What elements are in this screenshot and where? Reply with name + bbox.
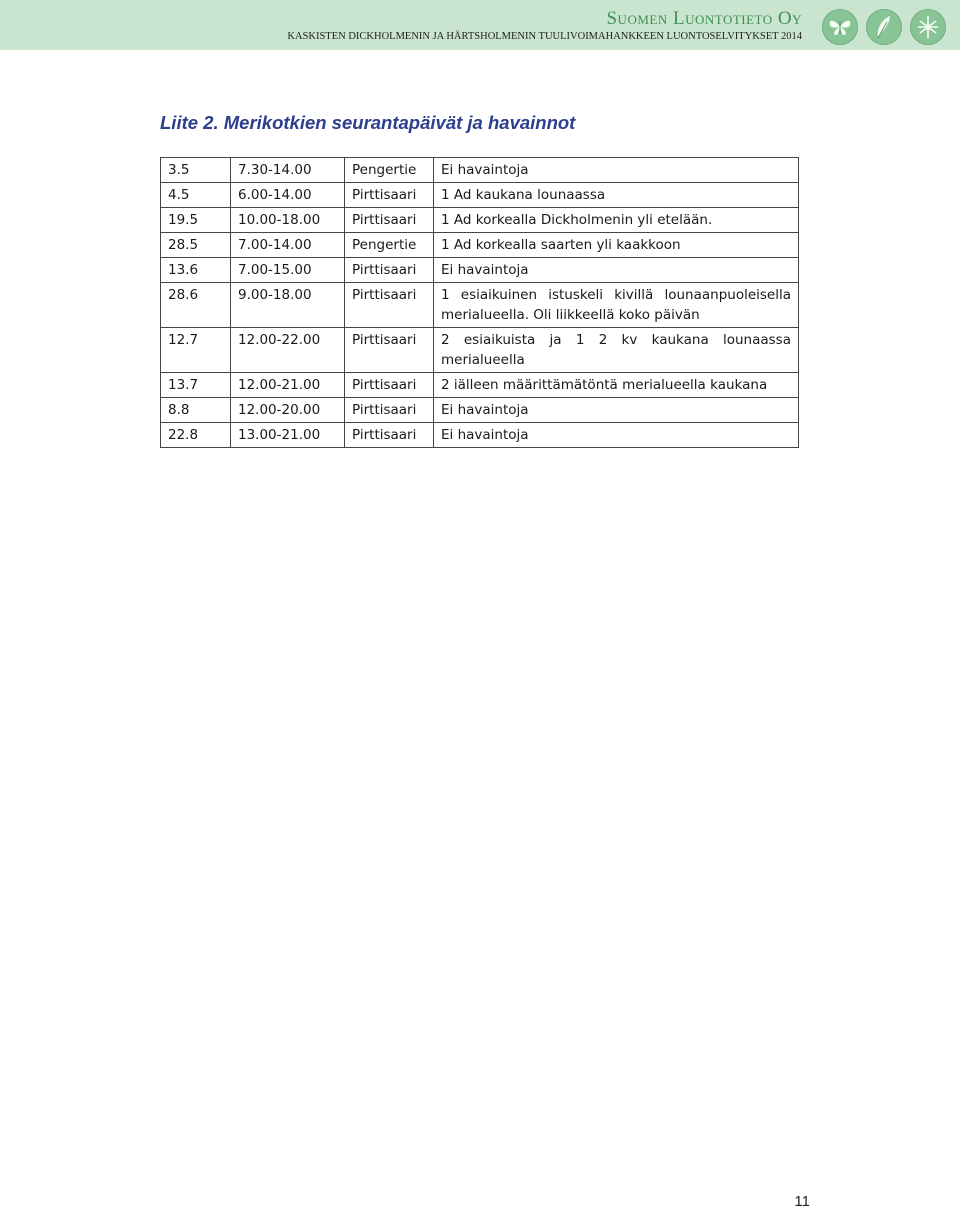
- table-row: [161, 208, 799, 233]
- time-cell: 7.00-14.00: [231, 233, 345, 258]
- location-cell: Pirttisaari: [345, 373, 434, 398]
- table-row: [161, 158, 799, 183]
- plant-icon: [910, 9, 946, 45]
- observation-cell: 2 esiaikuista ja 1 2 kv kaukana lounaassa merialueella: [434, 328, 799, 373]
- butterfly-icon: [822, 9, 858, 45]
- date-cell: 19.5: [161, 208, 231, 233]
- time-cell: 7.30-14.00: [231, 158, 345, 183]
- header-band: [0, 0, 960, 50]
- date-cell: 22.8: [161, 423, 231, 448]
- date-cell: 28.6: [161, 283, 231, 328]
- table-row: [161, 183, 799, 208]
- location-cell: Pengertie: [345, 158, 434, 183]
- time-cell: 13.00-21.00: [231, 423, 345, 448]
- location-cell: Pirttisaari: [345, 423, 434, 448]
- observation-table: [160, 157, 799, 448]
- observation-cell: 1 Ad korkealla Dickholmenin yli etelään.: [434, 208, 799, 233]
- date-cell: 13.7: [161, 373, 231, 398]
- date-cell: 4.5: [161, 183, 231, 208]
- location-cell: Pirttisaari: [345, 183, 434, 208]
- table-row: [161, 258, 799, 283]
- observation-cell: Ei havaintoja: [434, 158, 799, 183]
- feather-icon: [866, 9, 902, 45]
- report-title: KASKISTEN DICKHOLMENIN JA HÄRTSHOLMENIN TUULIVOIMAHANKKEEN LUONTOSELVITYKSET 2014: [287, 31, 802, 42]
- location-cell: Pirttisaari: [345, 208, 434, 233]
- location-cell: Pengertie: [345, 233, 434, 258]
- date-cell: 8.8: [161, 398, 231, 423]
- page-number: 11: [794, 1193, 810, 1210]
- observation-cell: 1 Ad korkealla saarten yli kaakkoon: [434, 233, 799, 258]
- time-cell: 10.00-18.00: [231, 208, 345, 233]
- location-cell: Pirttisaari: [345, 258, 434, 283]
- table-row: [161, 373, 799, 398]
- location-cell: Pirttisaari: [345, 283, 434, 328]
- time-cell: 9.00-18.00: [231, 283, 345, 328]
- date-cell: 13.6: [161, 258, 231, 283]
- table-row: [161, 283, 799, 328]
- observation-cell: Ei havaintoja: [434, 423, 799, 448]
- date-cell: 28.5: [161, 233, 231, 258]
- observation-cell: 1 esiaikuinen istuskeli kivillä lounaanpuoleisella merialueella. Oli liikkeellä koko päivän: [434, 283, 799, 328]
- observation-cell: Ei havaintoja: [434, 258, 799, 283]
- location-cell: Pirttisaari: [345, 398, 434, 423]
- company-name: Suomen Luontotieto Oy: [606, 8, 802, 29]
- date-cell: 3.5: [161, 158, 231, 183]
- time-cell: 6.00-14.00: [231, 183, 345, 208]
- table-row: [161, 233, 799, 258]
- table-row: [161, 398, 799, 423]
- logo-group: [822, 9, 946, 45]
- table-row: [161, 423, 799, 448]
- observation-cell: 1 Ad kaukana lounaassa: [434, 183, 799, 208]
- observation-cell: 2 iälleen määrittämätöntä merialueella kaukana: [434, 373, 799, 398]
- time-cell: 12.00-22.00: [231, 328, 345, 373]
- page-title: Liite 2. Merikotkien seurantapäivät ja havainnot: [160, 112, 576, 133]
- observation-cell: Ei havaintoja: [434, 398, 799, 423]
- location-cell: Pirttisaari: [345, 328, 434, 373]
- time-cell: 12.00-20.00: [231, 398, 345, 423]
- time-cell: 7.00-15.00: [231, 258, 345, 283]
- time-cell: 12.00-21.00: [231, 373, 345, 398]
- table-row: [161, 328, 799, 373]
- date-cell: 12.7: [161, 328, 231, 373]
